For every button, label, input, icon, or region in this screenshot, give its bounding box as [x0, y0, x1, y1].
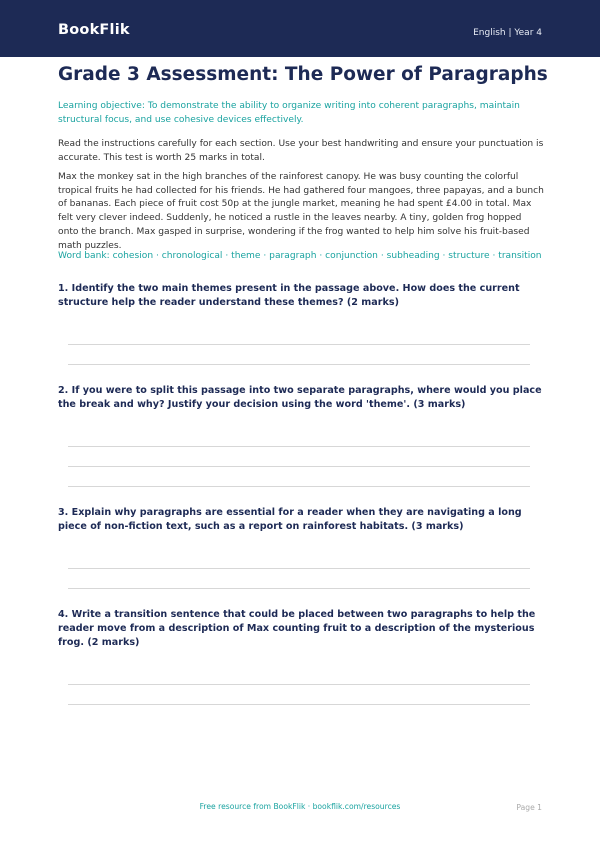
question-2: 2. If you were to split this passage into two separate paragraphs, where would you place the break and why? Justify your decision using the word 'theme'. (3 marks): [58, 385, 542, 411]
learning-objective: Learning objective: To demonstrate the ability to organize writing into coherent paragraphs, maintain structural focus, and use cohesive devices effectively.: [58, 101, 520, 125]
page-number: Page 1: [516, 803, 542, 812]
page-title: Grade 3 Assessment: The Power of Paragraphs: [58, 64, 548, 85]
word-bank: Word bank: cohesion · chronological · theme · paragraph · conjunction · subheading · structure · transition: [58, 251, 542, 261]
question-4: 4. Write a transition sentence that could be placed between two paragraphs to help the reader move from a description of Max counting fruit to a description of the mysterious frog. (2 marks): [58, 609, 536, 649]
answer-line[interactable]: [68, 466, 530, 467]
answer-line[interactable]: [68, 364, 530, 365]
answer-line[interactable]: [68, 704, 530, 705]
page-header: [0, 0, 600, 57]
answer-line[interactable]: [68, 344, 530, 345]
reading-passage: Max the monkey sat in the high branches of the rainforest canopy. He was busy counting the colorful tropical fruits he had collected for his friends. He had gathered four mangoes, three papayas, and a bunch of bananas. Each piece of fruit cost 50p at the jungle market, meaning he had spent £4.00 in total. Max felt very clever indeed. Suddenly, he noticed a rustle in the leaves nearby. A tiny, golden frog hopped onto the branch. Max gasped in surprise, wondering if the frog wanted to help him solve his fruit-based math puzzles.: [58, 172, 544, 251]
brand-logo[interactable]: BookFlik: [58, 22, 130, 38]
instructions-text: Read the instructions carefully for each section. Use your best handwriting and ensure your punctuation is accurate. This test is worth 25 marks in total.: [58, 139, 544, 163]
answer-line[interactable]: [68, 486, 530, 487]
footer-resource-link[interactable]: Free resource from BookFlik · bookflik.com/resources: [199, 802, 401, 811]
answer-line[interactable]: [68, 446, 530, 447]
answer-line[interactable]: [68, 568, 530, 569]
question-1: 1. Identify the two main themes present in the passage above. How does the current structure help the reader understand these themes? (2 marks): [58, 283, 520, 309]
answer-line[interactable]: [68, 588, 530, 589]
question-3: 3. Explain why paragraphs are essential for a reader when they are navigating a long piece of non-fiction text, such as a report on rainforest habitats. (3 marks): [58, 507, 522, 533]
subject-label: English | Year 4: [473, 28, 542, 38]
answer-line[interactable]: [68, 684, 530, 685]
